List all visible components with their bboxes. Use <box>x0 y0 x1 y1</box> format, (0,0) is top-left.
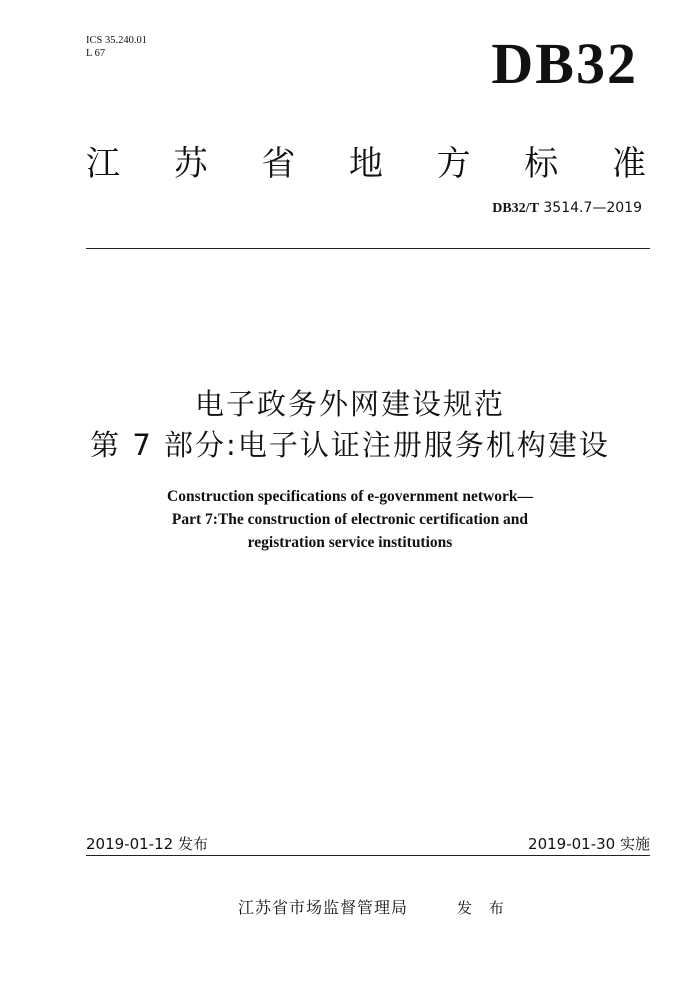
ccs-code: L 67 <box>86 48 106 59</box>
standard-category <box>86 136 646 185</box>
bottom-divider <box>86 855 650 856</box>
ics-code: ICS 35.240.01 <box>86 35 147 46</box>
title-cn-line2: 第 7 部分:电子认证注册服务机构建设 <box>90 428 610 462</box>
title-en-line3: registration service institutions <box>247 534 453 551</box>
standard-number-prefix: DB32/T <box>492 201 539 216</box>
title-en-line2: Part 7:The construction of electronic certification and <box>171 511 529 528</box>
standard-number <box>492 200 642 217</box>
category-char: 苏 <box>173 144 208 184</box>
category-char: 准 <box>611 144 646 184</box>
issue-label: 发 布 <box>457 899 510 917</box>
standard-number-value: 3514.7—2019 <box>543 200 642 216</box>
category-char: 江 <box>86 144 120 184</box>
category-char: 地 <box>348 144 383 184</box>
title-cn-line1: 电子政务外网建设规范 <box>194 387 505 421</box>
category-char: 省 <box>261 144 296 184</box>
category-char: 标 <box>524 144 559 184</box>
top-divider <box>86 248 650 249</box>
standard-code-logo: DB32 <box>491 31 638 96</box>
release-date: 2019-01-12 发布 <box>86 835 208 853</box>
issuing-authority: 江苏省市场监督管理局 <box>238 898 409 917</box>
category-char: 方 <box>436 144 471 184</box>
classification-codes <box>86 34 147 60</box>
implement-date: 2019-01-30 实施 <box>528 835 650 853</box>
title-en-line1: Construction specifications of e-government network— <box>167 488 533 505</box>
